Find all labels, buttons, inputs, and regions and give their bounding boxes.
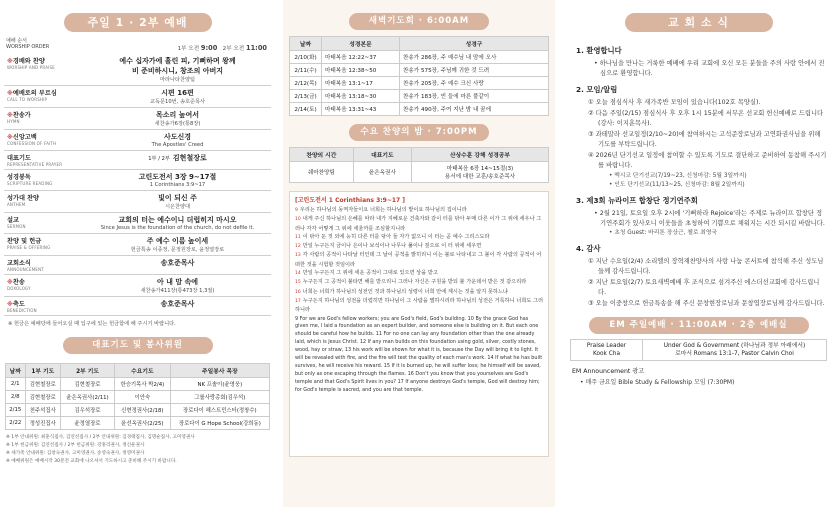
dawn-banner: 새벽기도회 · 6:00AM (349, 13, 489, 30)
worship-order-row (4, 275, 271, 297)
dawn-table (289, 36, 549, 116)
worship-order-value (84, 275, 271, 296)
worship-order-name: 설교 (7, 217, 19, 224)
table-row (6, 417, 270, 430)
worship-order-name: 찬양 및 헌금 (7, 238, 42, 245)
table-cell: 천주석집사 (25, 404, 60, 417)
required-star: ※ (7, 301, 13, 308)
worship-order-title (7, 299, 82, 308)
table-header: 날짜 (290, 37, 322, 51)
worship-order-main-text: 송호준목사 (160, 300, 195, 308)
news-item: ① 지난 수요일(2/4) 소리엘의 장혁재찬양사의 사랑 나눔 콘서트에 참석해 주신 성도님들께 감사드립니다. (588, 258, 824, 275)
table-header: 찬양의 시간 (290, 148, 354, 162)
news-section-3-sub: • 초청 Guest: 바리톤 장상근, 첼로 최영국 (609, 230, 718, 236)
table-header: 수요기도 (115, 364, 171, 378)
worship-order-name: 예배로의 부르심 (12, 90, 57, 97)
table-row (6, 391, 270, 404)
worship-order-title (7, 215, 82, 224)
worship-order-value (84, 151, 271, 169)
table-row (290, 103, 549, 116)
worship-order-label (4, 191, 84, 212)
worship-order-main (84, 193, 271, 203)
worship-order-main (84, 258, 271, 268)
worship-order-row (4, 108, 271, 130)
worship-order-title (7, 132, 82, 141)
table-cell: 정성진집사 (25, 417, 60, 430)
roster-note: ※ 1부 헌금위원: 김연선집사 / 2부 헌금위원: 강홍리권사, 정신운권사 (6, 443, 145, 448)
verse-number: 13 (295, 253, 301, 259)
verse-number: 14 (295, 271, 301, 277)
worship-order-main (84, 132, 271, 142)
worship-order-english: DOXOLOGY (7, 286, 31, 291)
em-table: Praise Leader Kook Cha Under God & Government (하나님과 정부 아래에서) 로마서 Romans 13:1-7, Pastor Calvin Choi (570, 339, 827, 361)
worship-order-sub: 헌금특송 이종정, 문정원장로, 윤정열장로 (130, 247, 225, 253)
table-header: 2부 기도 (60, 364, 114, 378)
worship-order-main-text: 고린도전서 3장 9~17절 (138, 173, 217, 181)
worship-order-label (4, 213, 84, 233)
table-cell: 마태복음 13:18~30 (322, 90, 400, 103)
worship-order-label (4, 297, 84, 315)
verse-number: 10 (295, 217, 301, 223)
worship-order-name: 찬송가 (12, 112, 31, 119)
worship-order-english: ANNOUNCEMENT (7, 267, 44, 272)
news-section-1-text: • 하나님을 만나는 거룩한 예배에 우리 교회에 오신 모든 분들을 주의 사랑 안에서 진심으로 환영합니다. (594, 60, 825, 77)
verse-number: 9 (295, 208, 298, 213)
worship-order-main-text: 사도신경 (163, 133, 192, 141)
table-cell: 장로다이 헤스트민스터(정창수) (170, 404, 269, 417)
worship-order-name: 찬송 (12, 279, 25, 286)
table-cell: 찬송가 575장, 주님께 귀한 것 드려 (400, 64, 549, 77)
table-header: 1부 기도 (25, 364, 60, 378)
worship-order-main (84, 215, 271, 225)
worship-order-english: ANTHEM (7, 202, 26, 207)
verse-text: 누구든지 그 공적이 불타면 해를 받으리니 그러나 자신은 구원을 받되 불 가운데서 받은 것 같으리라 (302, 279, 527, 286)
verse-number: 11 (295, 234, 301, 240)
table-header: 성경본문 (322, 37, 400, 51)
table-cell: 2/14(토) (290, 103, 322, 116)
table-cell: 2/13(금) (290, 90, 322, 103)
table-cell: 윤정열장로 (60, 417, 114, 430)
table-cell: 장로다이 G Hope School(강희동) (170, 417, 269, 430)
prayer-parts: 1부 / 2부 (148, 156, 170, 162)
required-star: ※ (7, 58, 13, 65)
worship-order-row (4, 151, 271, 170)
table-row (290, 51, 549, 64)
worship-order-value (84, 130, 271, 150)
worship-order-label (4, 151, 84, 169)
worship-order-value (84, 108, 271, 129)
worship-order-main-text: 김현철장로 (172, 154, 207, 162)
required-star: ※ (7, 134, 13, 141)
verse-text: 각 사람의 공적이 나타날 터인데 그 날이 공적을 밝히리니 이는 불로 나타내고 그 불이 각 사람의 공적이 어떠한 것을 시험할 것임이라 (295, 252, 542, 268)
order-ko: 예배 순서 (6, 38, 27, 44)
table-cell: 2/15 (6, 404, 26, 417)
worship-order-list (4, 54, 271, 316)
table-cell: 2/10(화) (290, 51, 322, 64)
worship-order-english: CALL TO WORSHIP (7, 97, 48, 102)
roster-note: ※ 새가족 안내위원: 김창숙권사, 고미영권사, 송영숙권사, 정영미권사 (6, 451, 145, 456)
worship-order-english: SCRIPTURE READING (7, 181, 53, 186)
worship-column (0, 0, 275, 507)
offering-note: ※ 헌금은 예배당에 들어오실 때 입구에 있는 헌금함에 해 주시기 바랍니다. (8, 321, 176, 327)
em-banner: EM 주일예배 · 11:00AM · 2층 예배실 (589, 317, 809, 334)
table-row (6, 378, 270, 391)
scripture-verse (295, 206, 543, 215)
worship-order-value (84, 234, 271, 255)
verse-number: 17 (295, 298, 301, 304)
worship-order-row (4, 86, 271, 108)
worship-order-main-text: 시편 16편 (161, 89, 194, 97)
table-cell: 마태복음 12:22~37 (322, 51, 400, 64)
table-row: 쉐마찬양팀 윤은옥권사 마태복음 6장 14~15절(3) 용서에 대한 교훈/송호준목사 (290, 162, 549, 183)
em-announcement: EM Announcement 광고 • 매주 금요일 Bible Study & Fellowship 모임 (7:30PM) (572, 368, 735, 386)
table-cell: 2/12(목) (290, 77, 322, 90)
table-cell: 윤선옥권사(2/25) (115, 417, 171, 430)
roster-notes (6, 434, 269, 466)
worship-order-english: BENEDICTION (7, 308, 37, 313)
table-header: 산상수훈 강해 성경공부 (411, 148, 548, 162)
roster-note: ※ 예배위원은 예배시작 30분전 교회에 나오셔서 기도하시고 준비해 주시기 바랍니다. (6, 459, 177, 464)
worship-order-sub: 교독문10번, 송호준목사 (150, 99, 205, 105)
verse-text: 너희는 너희가 하나님의 성전인 것과 하나님의 성령이 너희 안에 계시는 것을 알지 못하느냐 (302, 288, 508, 295)
worship-order-main-text: 빛이 되신 주 (158, 194, 197, 202)
worship-order-main (84, 172, 271, 182)
order-en: WORSHIP ORDER (6, 44, 50, 50)
table-cell: 2/11(수) (290, 64, 322, 77)
news-item: ③ 과테말라 선교일정(2/10~20)에 참여하시는 고석준장로님과 고연화권사님을 위해 기도를 부탁드립니다. (588, 131, 821, 148)
worship-order-label (4, 86, 84, 107)
table-cell: 김현철장로 (60, 378, 114, 391)
table-row (290, 77, 549, 90)
scripture-verse (295, 251, 543, 269)
required-star: ※ (7, 279, 13, 286)
worship-order-main (84, 299, 271, 309)
worship-order-main-text: 주 예수 이름 높이세 (146, 237, 209, 245)
worship-order-name: 대표기도 (7, 155, 31, 162)
required-star: ※ (7, 112, 13, 119)
news-column (562, 0, 835, 507)
roster-banner: 대표기도 및 봉사위원 (63, 337, 213, 354)
worship-order-main (84, 153, 271, 163)
table-cell: 마태복음 13:31~43 (322, 103, 400, 116)
table-header: 날짜 (6, 364, 26, 378)
worship-order-value (84, 170, 271, 190)
news-list (576, 46, 827, 309)
table-cell: 2/1 (6, 378, 26, 391)
news-section-2-items (576, 98, 827, 190)
table-header: 대표기도 (353, 148, 411, 162)
worship-order-row (4, 54, 271, 86)
wednesday-banner: 수요 찬양의 밤 · 7:00PM (349, 124, 489, 141)
scripture-heading: [고린도전서 1 Corinthians 3:9~17 ] (295, 197, 406, 204)
worship-order-name: 경배와 찬양 (12, 58, 45, 65)
worship-times: 1부 오전 9:00 2부 오전 11:00 (177, 44, 267, 52)
table-cell: 신현정권사(2/18) (115, 404, 171, 417)
news-section-1-title: 1. 환영합니다 (576, 46, 622, 55)
wednesday-table (289, 147, 549, 183)
worship-order-title (7, 56, 82, 65)
verse-text: 이 닦아 둔 것 외에 능히 다른 터를 닦아 둘 자가 없으니 이 터는 곧 예수 그리스도라 (302, 233, 490, 240)
worship-order-sub: Since Jesus is the foundation of the church, do not defile it. (100, 225, 255, 231)
verse-text: 우리는 하나님의 동역자들이요 너희는 하나님의 밭이요 하나님의 집이니라 (299, 207, 467, 213)
worship-order-name: 축도 (12, 301, 25, 308)
worship-order-value (84, 213, 271, 233)
scripture-verse (295, 242, 543, 251)
worship-order-title (7, 88, 82, 97)
worship-order-sub: 새찬송가6장(통8장) (154, 121, 201, 127)
worship-order-main-text: 교회의 터는 예수이니 더럽히지 마시오 (118, 216, 237, 224)
table-cell: NK 프솔이(윤영웅) (170, 378, 269, 391)
worship-banner: 주일 1 · 2부 예배 (64, 13, 212, 32)
news-section-4-items (576, 257, 827, 309)
roster-note: ※ 1부 안내위원: 최훈식집사, 김연선집사 / 2부 안내위원: 김경태집사, 김명순집사, 고미영권사 (6, 435, 195, 440)
scripture-english: 9 For we are God's fellow workers; you are God's field, God's building. 10 By the grace God has given me, I laid a foundation as an expert builder, and someone else is building on it. But each one should be careful how he builds. 11 For no one can lay any foundation other than the one already laid, which is Jesus Christ. 12 If any man builds on this foundation using gold, silver, costly stones, wood, hay or straw, 13 his work will be shown for what it is, because the Day will bring it to light. It will be revealed with fire, and the fire will test the quality of each man's work. 14 If what he has built survives, he will receive his reward. 15 If it is burned up, he will suffer loss; he himself will be saved, but only as one escaping through the flames. 16 Don't you know that you yourselves are God's temple and that God's Spirit lives in you? 17 If anyone destroys God's temple, God will destroy him; for God's temple is sacred, and you are that temple. (295, 315, 543, 393)
table-cell: 찬송가 183장, 빈 들에 마른 풀같이 (400, 90, 549, 103)
table-header: 성경구 (400, 37, 549, 51)
table-cell: 2/22 (6, 417, 26, 430)
table-cell: 찬송가 205장, 주 예수 크신 사랑 (400, 77, 549, 90)
news-item: ④ 2026년 단기선교 일정에 참여할 수 있도록 기도로 결단하고 준비하여 동참해 주시기를 바랍니다. (588, 152, 827, 169)
news-section-3-text: • 2월 21일, 토요일 오후 2시에 '기뻐하라 Rejoice'라는 주제로 뉴라이프 합창단 정기연주회가 있사오니 이웃들을 초청하여 기쁨으로 채워지는 시간 되시길 바랍니다. (594, 210, 825, 227)
worship-order-value (84, 54, 271, 85)
worship-order-sub: The Apostles' Creed (151, 142, 204, 148)
scripture-box (289, 191, 549, 457)
worship-order-main (84, 236, 271, 246)
news-section-4-title: 4. 감사 (576, 244, 601, 253)
worship-order-row (4, 170, 271, 191)
worship-order-row (4, 234, 271, 256)
worship-order-value (84, 86, 271, 107)
scripture-verse (295, 269, 543, 278)
worship-order-label (4, 275, 84, 296)
worship-order-label (4, 54, 84, 85)
worship-order-english: PRAISE & OFFERING (7, 245, 51, 250)
table-cell: 한승기목사 박2/4) (115, 378, 171, 391)
worship-order-english: SERMON (7, 224, 26, 229)
table-header: 주일봉사 목장 (170, 364, 269, 378)
worship-order-title (7, 172, 82, 181)
worship-order-row (4, 297, 271, 316)
worship-order-main-text: 송호준목사 (160, 259, 195, 267)
scripture-korean (295, 206, 543, 315)
worship-order-english: HYMN (7, 119, 20, 124)
scripture-verse (295, 215, 543, 233)
worship-order-value (84, 191, 271, 212)
table-row (290, 64, 549, 77)
worship-order-english: REPRESENTATIVE PRAYER (7, 162, 63, 167)
worship-order-value (84, 256, 271, 274)
worship-order-title (7, 277, 82, 286)
worship-order-label (4, 108, 84, 129)
prayer-column (283, 0, 555, 507)
roster-table (5, 363, 270, 430)
worship-order-english: CONFESSION OF FAITH (7, 141, 57, 146)
worship-order-title (7, 258, 82, 267)
verse-text: 내게 주신 하나님의 은혜를 따라 내가 지혜로운 건축자와 같이 터를 닦아 두매 다른 이가 그 위에 세우나 그러나 각각 어떻게 그 위에 세울까를 조심할지니라 (295, 216, 542, 232)
news-sub-item: • 멕시코 단기선교(7/19~23, 신청마감: 5월 3일까지) (609, 173, 747, 179)
worship-order-sub: 새찬송가411장(통473장 1,3절) (140, 288, 215, 294)
scripture-verse (295, 288, 543, 297)
worship-order-sub: 마라나타찬양팀 (159, 77, 196, 83)
worship-order-main-text: 목소리 높여서 (155, 111, 199, 119)
required-star: ※ (7, 90, 13, 97)
worship-order-row (4, 213, 271, 234)
worship-order-label (4, 234, 84, 255)
table-row (290, 90, 549, 103)
scripture-verse (295, 233, 543, 242)
worship-order-row (4, 256, 271, 275)
worship-order-english: WORSHIP AND PRAISE (7, 65, 55, 70)
verse-text: 누구든지 하나님의 성전을 더럽히면 하나님이 그 사람을 멸하시리라 하나님의 성전은 거룩하니 너희도 그러하니라 (295, 297, 544, 314)
worship-order-value (84, 297, 271, 315)
news-item: ② 지난 토요일(2/7) 토요새벽예배 후 조식으로 섬겨주신 에스더선교회에 감사드립니다. (588, 279, 820, 296)
worship-header (6, 38, 267, 52)
worship-order-label (4, 130, 84, 150)
table-cell: 찬송가 490장, 주여 지난 밤 내 꿈에 (400, 103, 549, 116)
worship-order-title (7, 236, 82, 245)
worship-order-name: 성경봉독 (7, 174, 31, 181)
worship-order-name: 교회소식 (7, 260, 31, 267)
verse-number: 16 (295, 289, 301, 295)
worship-order-main (84, 88, 271, 98)
news-item: ① 오늘 점심식사 후 새가족반 모임이 있습니다(102호 목양실). (588, 99, 761, 106)
verse-text: 만일 누구든지 금이나 은이나 보석이나 나무나 풀이나 짚으로 이 터 위에 세우면 (302, 243, 482, 250)
worship-order-title (7, 110, 82, 119)
scripture-verse (295, 278, 543, 287)
scripture-verse (295, 297, 543, 315)
worship-order-main-text: 예수 십자가에 흘린 피, 기뻐하며 왕께 (119, 57, 236, 65)
table-row (6, 404, 270, 417)
worship-order-main (84, 277, 271, 287)
table-cell: 마태복음 12:38~50 (322, 64, 400, 77)
table-cell: 2/8 (6, 391, 26, 404)
news-item: ③ 오늘 이중창으로 헌금특송을 해 주신 문창현장로님과 문창엽장로님께 감사드립니다. (588, 300, 825, 307)
worship-order-title (7, 193, 82, 202)
worship-order-name: 성가대 찬양 (7, 195, 40, 202)
table-cell: 김현철장로 (25, 378, 60, 391)
worship-order-main-text: 아 내 맘 속에 (156, 278, 199, 286)
worship-order-title (7, 153, 82, 162)
worship-order-main (84, 56, 271, 66)
worship-order-label (4, 256, 84, 274)
verse-number: 15 (295, 280, 301, 286)
table-cell: 그룹사랑총회(김우석) (170, 391, 269, 404)
worship-order-row (4, 130, 271, 151)
news-sub-item: • 인도 단기선교(11/13~25, 신청마감: 8월 2일까지) (609, 182, 745, 188)
worship-order-sub: 1 Corinthians 3:9~17 (149, 182, 206, 188)
worship-order-name: 신앙고백 (12, 134, 37, 141)
table-cell: 김우석장로 (60, 404, 114, 417)
news-item: ② 다음 주일(2/15) 점심식사 후 오후 1시 15분에 서무온 선교회 헌신예배로 드립니다(강사: 이지훈목사). (588, 110, 824, 127)
table-cell: 마태복음 13:1~17 (322, 77, 400, 90)
worship-order-main (84, 110, 271, 120)
worship-order-label (4, 170, 84, 190)
worship-order-main-2: 비 준비하시니, 창조의 아버지 (131, 67, 224, 75)
verse-number: 12 (295, 244, 301, 250)
worship-order-sub: 시온찬양대 (164, 204, 191, 210)
table-cell: 찬송가 286장, 주 예수님 내 맘에 오사 (400, 51, 549, 64)
news-banner: 교 회 소 식 (625, 13, 773, 32)
worship-order-row (4, 191, 271, 213)
news-section-3-title: 3. 제3회 뉴라이프 합창단 정기연주회 (576, 196, 698, 205)
verse-text: 만일 누구든지 그 위에 세운 공적이 그대로 있으면 상을 받고 (302, 270, 438, 277)
table-cell: 이안숙 (115, 391, 171, 404)
table-cell: 윤은옥권사(2/11) (60, 391, 114, 404)
table-cell: 김현철장로 (25, 391, 60, 404)
news-section-2-title: 2. 모임/알림 (576, 85, 618, 94)
